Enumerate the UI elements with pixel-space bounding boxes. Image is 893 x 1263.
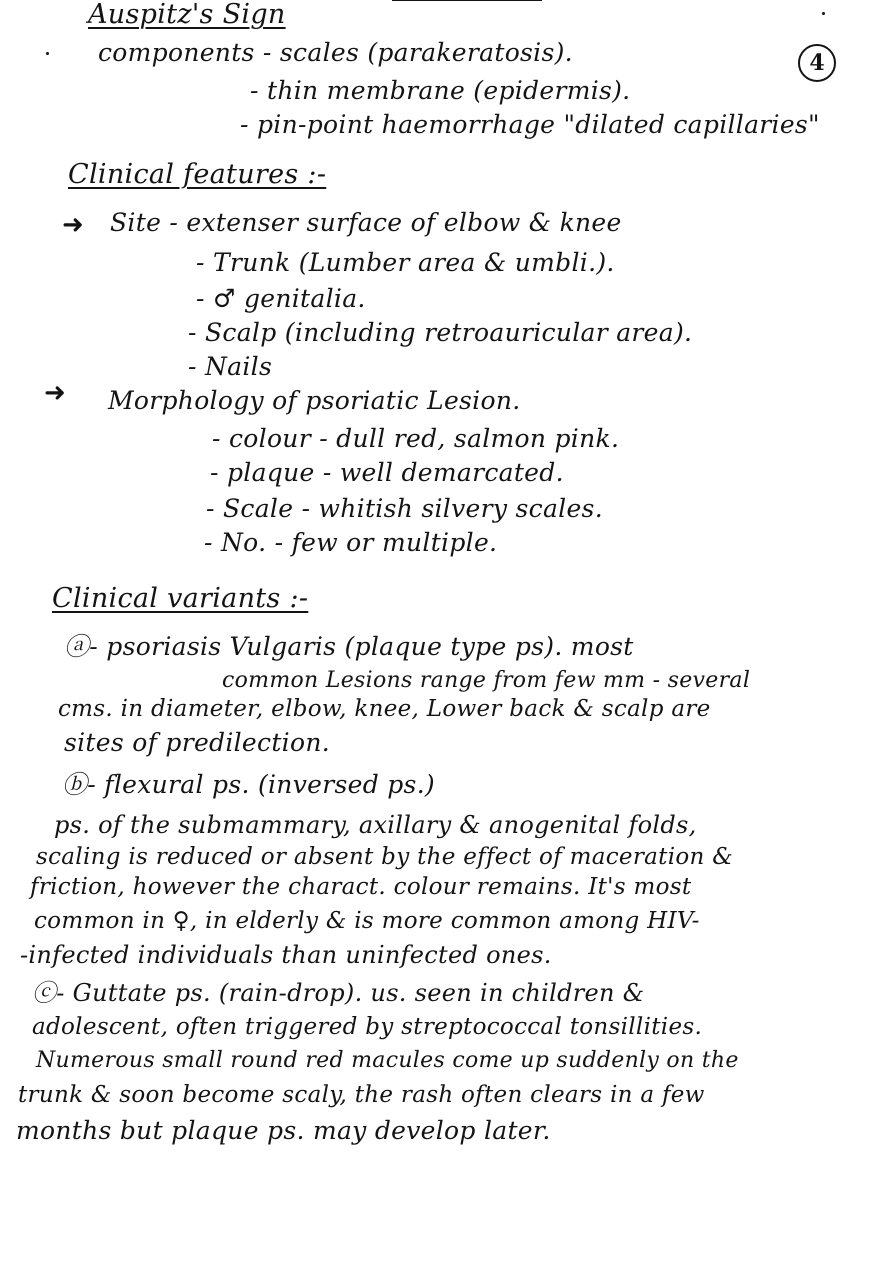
variant-b-line: scaling is reduced or absent by the effect of maceration & bbox=[36, 844, 733, 870]
auspitz-component-line: - pin-point haemorrhage "dilated capillaries" bbox=[240, 110, 820, 139]
variant-b-line: -infected individuals than uninfected ones. bbox=[20, 941, 552, 969]
ink-speck bbox=[46, 52, 49, 55]
variant-a-line: sites of predilection. bbox=[64, 728, 330, 757]
clinical-features-heading: Clinical features :- bbox=[68, 159, 327, 190]
variant-a-line: common Lesions range from few mm - several bbox=[222, 668, 751, 693]
variant-c-line: ⓒ- Guttate ps. (rain-drop). us. seen in children & bbox=[32, 979, 645, 1007]
arrow-icon: ➜ bbox=[44, 378, 66, 408]
variant-c-line: Numerous small round red macules come up suddenly on the bbox=[36, 1048, 739, 1073]
auspitz-component-line: - thin membrane (epidermis). bbox=[250, 76, 631, 105]
clinical-variants-heading: Clinical variants :- bbox=[52, 583, 309, 614]
variant-c-line: months but plaque ps. may develop later. bbox=[16, 1116, 551, 1145]
morphology-line: - colour - dull red, salmon pink. bbox=[212, 424, 620, 453]
variant-a-line: cms. in diameter, elbow, knee, Lower back & scalp are bbox=[58, 696, 711, 722]
variant-b-line: ps. of the submammary, axillary & anogenital folds, bbox=[54, 811, 697, 839]
variant-b-line: friction, however the charact. colour remains. It's most bbox=[30, 874, 692, 900]
site-line: Site - extenser surface of elbow & knee bbox=[110, 208, 622, 237]
site-line: - ♂ genitalia. bbox=[196, 284, 366, 313]
ink-speck bbox=[822, 12, 825, 15]
top-edge-rule bbox=[392, 0, 542, 1]
variant-b-line: ⓑ- flexural ps. (inversed ps.) bbox=[62, 770, 435, 799]
variant-a-line: ⓐ- psoriasis Vulgaris (plaque type ps). most bbox=[64, 632, 634, 661]
page-number-circle: 4 bbox=[798, 44, 836, 82]
arrow-icon: ➜ bbox=[62, 210, 84, 240]
site-line: - Nails bbox=[188, 352, 273, 381]
auspitz-component-line: components - scales (parakeratosis). bbox=[98, 38, 573, 67]
site-line: - Scalp (including retroauricular area). bbox=[188, 318, 693, 347]
morphology-line: - plaque - well demarcated. bbox=[210, 458, 564, 487]
variant-c-line: adolescent, often triggered by streptococcal tonsillities. bbox=[32, 1014, 703, 1040]
variant-b-line: common in ♀, in elderly & is more common among HIV- bbox=[34, 908, 700, 934]
morphology-line: - Scale - whitish silvery scales. bbox=[206, 494, 603, 523]
auspitz-title: Auspitz's Sign bbox=[88, 0, 286, 30]
morphology-line: Morphology of psoriatic Lesion. bbox=[108, 386, 521, 415]
site-line: - Trunk (Lumber area & umbli.). bbox=[196, 248, 615, 277]
variant-c-line: trunk & soon become scaly, the rash often clears in a few bbox=[18, 1082, 705, 1108]
morphology-line: - No. - few or multiple. bbox=[204, 528, 498, 557]
